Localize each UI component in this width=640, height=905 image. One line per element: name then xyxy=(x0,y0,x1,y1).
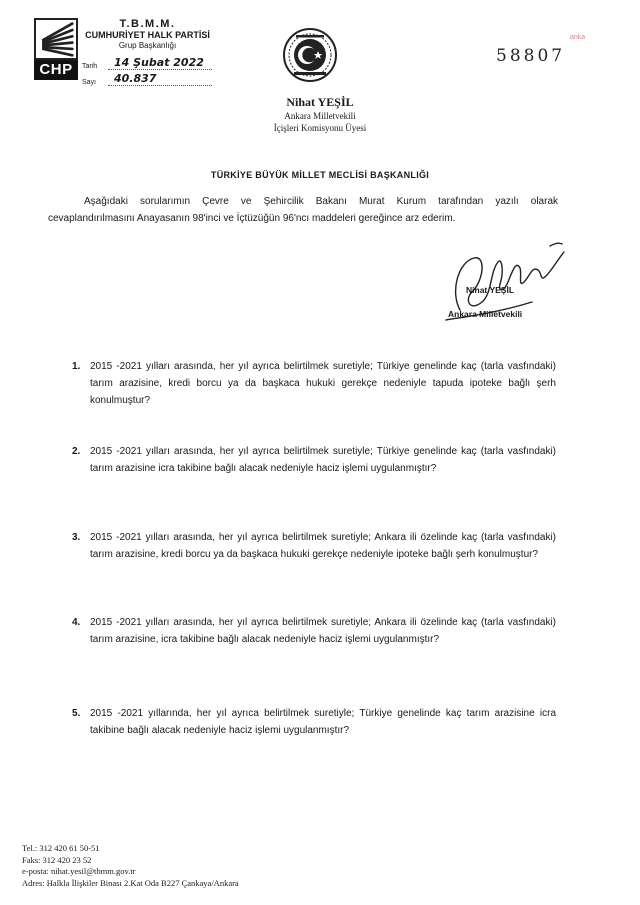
stamp-date-value: 14 Şubat 2022 xyxy=(108,56,212,70)
question-item xyxy=(72,705,556,739)
intro-paragraph xyxy=(48,193,558,227)
signature-title: Ankara Milletvekili xyxy=(448,309,523,319)
stamp-date-label: Tarih xyxy=(82,63,98,70)
stamp-number-value: 40.837 xyxy=(108,72,212,86)
question-number: 3. xyxy=(72,532,81,543)
intro-line-2: cevaplandırılmasını Anayasanın 98'inci ve İçtüzüğün 96'ncı maddeleri gereğince arz ederim. xyxy=(48,213,456,224)
stamp-org: T.B.M.M. xyxy=(119,18,176,30)
question-text: 2015 -2021 yılları arasında, her yıl ayrıca belirtilmek suretiyle; Türkiye genelinde kaç (tarla vasfındaki) tarım arazisine, kredi borcu ya da başkaca hukuki gerekçe nedeniyle tapuda ipoteke bağlı şerh konulmuştur? xyxy=(90,361,556,406)
tbmm-emblem-icon xyxy=(282,27,338,83)
footer-fax: Faks: 312 420 23 52 xyxy=(22,854,92,865)
stamp-party: CUMHURİYET HALK PARTİSİ xyxy=(85,30,210,40)
sender-commission: İçişleri Komisyonu Üyesi xyxy=(273,123,367,133)
chp-six-arrows-icon xyxy=(34,18,78,60)
chp-stamp xyxy=(30,18,215,90)
stamp-number-label: Sayı xyxy=(82,79,97,86)
watermark: anka xyxy=(570,34,586,41)
sender-role: Ankara Milletvekili xyxy=(284,111,356,121)
contact-footer xyxy=(22,843,239,889)
footer-phone: Tel.: 312 420 61 50-51 xyxy=(22,843,100,853)
question-text: 2015 -2021 yılları arasında, her yıl ayrıca belirtilmek suretiyle; Türkiye genelinde kaç (tarla vasfındaki) tarım arazisine icra takibine bağlı alacak nedeniyle haciz işlemi uygulanmıştır? xyxy=(90,446,556,474)
sender-block xyxy=(200,94,440,134)
intro-line-1: Aşağıdaki sorularımın Çevre ve Şehircilik Bakanı Murat Kurum tarafından yazılı olarak xyxy=(84,196,558,207)
question-item xyxy=(72,358,556,409)
signature-name: Nihat YEŞİL xyxy=(466,285,515,295)
question-text: 2015 -2021 yılları arasında, her yıl ayrıca belirtilmek suretiyle; Ankara ili özelinde kaç (tarla vasfındaki) tarım arazisine, kredi borcu ya da başkaca hukuki gerekçe nedeniyle ipoteke bağlı şerh konulmuştur? xyxy=(90,532,556,560)
question-text: 2015 -2021 yıllarında, her yıl ayrıca belirtilmek suretiyle; Türkiye genelinde kaç tarım arazisine icra takibine bağlı alacak nedeniyle haciz işlemi uygulanmıştır? xyxy=(90,708,556,736)
question-number: 1. xyxy=(72,361,81,372)
document-title: TÜRKİYE BÜYÜK MİLLET MECLİSİ BAŞKANLIĞI xyxy=(210,170,430,180)
stamp-group: Grup Başkanlığı xyxy=(118,41,177,50)
question-number: 2. xyxy=(72,446,81,457)
document-number: 58807 xyxy=(496,46,566,66)
question-item xyxy=(72,529,556,563)
question-number: 5. xyxy=(72,708,81,719)
footer-email: e-posta: nihat.yesil@tbmm.gov.tr xyxy=(22,866,136,876)
chp-logo xyxy=(34,18,78,80)
question-text: 2015 -2021 yılları arasında, her yıl ayrıca belirtilmek suretiyle; Ankara ili özelinde kaç (tarla vasfındaki) tarım arazisine, icra takibine bağlı alacak nedeniyle haciz işlemi uygulanmıştır? xyxy=(90,617,556,645)
footer-address: Adres: Halkla İlişkiler Binası 2.Kat Oda B227 Çankaya/Ankara xyxy=(22,877,239,888)
question-item xyxy=(72,614,556,648)
question-number: 4. xyxy=(72,617,81,628)
sender-name: Nihat YEŞİL xyxy=(286,95,354,109)
chp-logo-text: CHP xyxy=(34,60,78,80)
question-item xyxy=(72,443,556,477)
